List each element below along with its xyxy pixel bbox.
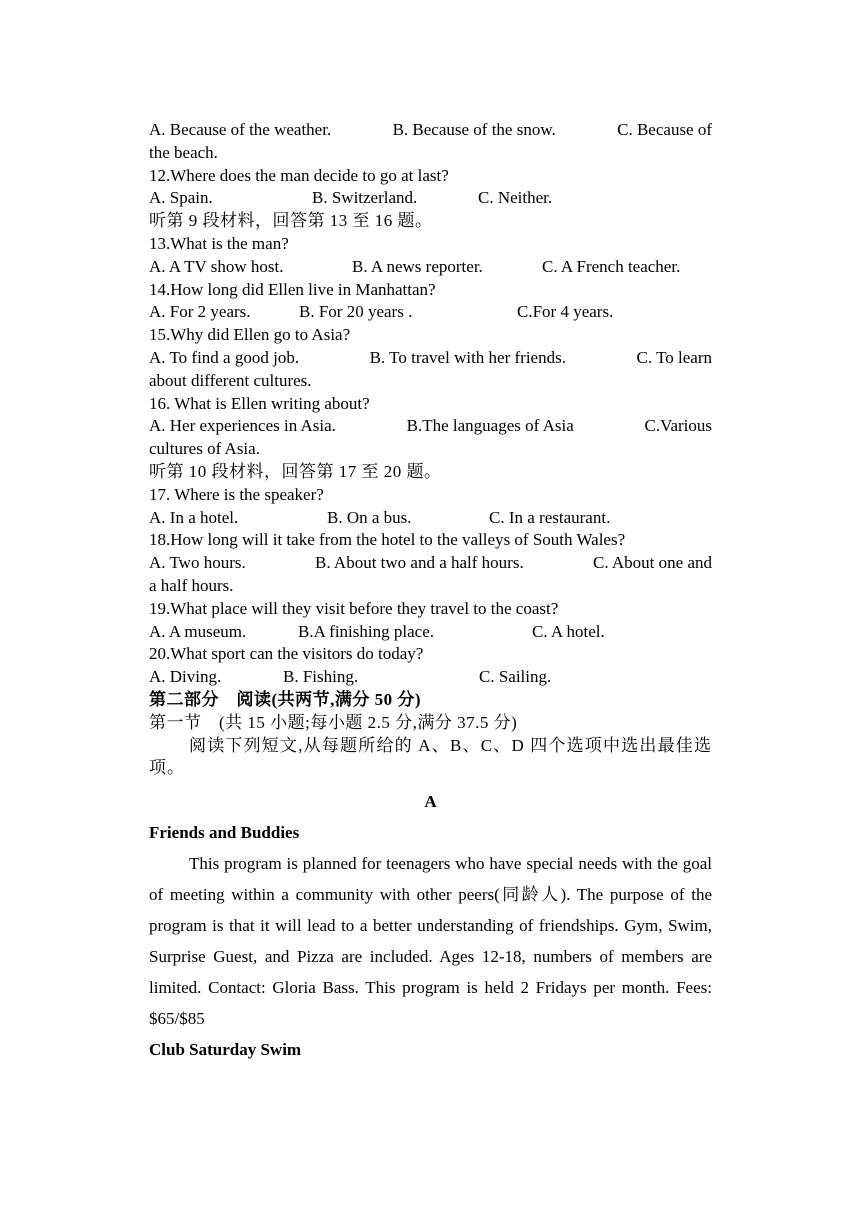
q19-option-a: A. A museum. (149, 621, 247, 641)
q20-option-c: C. Sailing. (479, 667, 552, 687)
q11-option-c-continued: the beach. (149, 142, 218, 162)
q18-option-c-continued: a half hours. (149, 575, 234, 595)
q14-options (149, 301, 712, 324)
section-10-instruction: 听第 10 段材料，回答第 17 至 20 题。 (149, 461, 442, 481)
passage-heading-club-saturday-swim: Club Saturday Swim (149, 1040, 302, 1060)
q16-option-c-continued: cultures of Asia. (149, 439, 260, 459)
reading-instruction: 阅读下列短文,从每题所给的 A、B、C、D 四个选项中选出最佳选项。 (149, 735, 712, 778)
q12-option-a: A. Spain. (149, 188, 213, 208)
q18-option-a: A. Two hours. (149, 553, 246, 573)
q13-question: 13.What is the man? (149, 233, 289, 253)
q19-option-b: B.A finishing place. (298, 621, 434, 641)
q11-option-b: B. Because of the snow. (392, 120, 556, 139)
q20-option-b: B. Fishing. (283, 667, 359, 687)
q16-option-b: B.The languages of Asia (406, 416, 574, 436)
passage-heading-friends-and-buddies: Friends and Buddies (149, 823, 300, 843)
q14-option-c: C.For 4 years. (517, 302, 614, 322)
q11-option-a: A. Because of the weather. (149, 120, 332, 139)
section-9-instruction: 听第 9 段材料，回答第 13 至 16 题。 (149, 211, 433, 231)
q13-option-b: B. A news reporter. (352, 256, 483, 276)
q15-option-b: B. To travel with her friends. (369, 347, 566, 367)
passage-paragraph: This program is planned for teenagers who have special needs with the goal of meeting within a community with other peers(同龄人). The purpose of the program is that it will lead to a better understanding of friendships. Gym, Swim, Surprise Guest, and Pizza are included. Ages 12-18, numbers of members are limited. Contact: Gloria Bass. This program is held 2 Fridays per month. Fees: $65/$85 (149, 854, 712, 1029)
q17-option-c: C. In a restaurant. (489, 507, 611, 527)
q19-options (149, 621, 712, 644)
section-one-title: 第一节 (共 15 小题;每小题 2.5 分,满分 37.5 分) (149, 712, 518, 732)
q14-question: 14.How long did Ellen live in Manhattan? (149, 279, 436, 299)
q20-options (149, 666, 712, 689)
q17-options (149, 507, 712, 530)
q14-option-b: B. For 20 years . (299, 302, 413, 322)
q18-option-b: B. About two and a half hours. (315, 553, 524, 573)
q13-options (149, 256, 712, 279)
q20-option-a: A. Diving. (149, 667, 222, 687)
exam-page (149, 119, 712, 1065)
q17-option-b: B. On a bus. (327, 507, 412, 527)
q18-options (149, 552, 712, 575)
q13-option-a: A. A TV show host. (149, 256, 284, 276)
q16-question: 16. What is Ellen writing about? (149, 393, 370, 413)
q15-question: 15.Why did Ellen go to Asia? (149, 325, 351, 345)
passage-label: A (424, 792, 437, 812)
q15-option-a: A. To find a good job. (149, 347, 300, 367)
q12-options (149, 187, 712, 210)
q17-option-a: A. In a hotel. (149, 507, 239, 527)
q20-question: 20.What sport can the visitors do today? (149, 644, 424, 664)
q13-option-c: C. A French teacher. (542, 256, 681, 276)
part-two-title: 第二部分 阅读(共两节,满分 50 分) (149, 689, 422, 709)
q19-question: 19.What place will they visit before they travel to the coast? (149, 598, 559, 618)
q17-question: 17. Where is the speaker? (149, 484, 324, 504)
q19-option-c: C. A hotel. (532, 621, 605, 641)
q16-option-c: C.Various (644, 416, 713, 436)
q15-option-c-continued: about different cultures. (149, 370, 312, 390)
q18-option-c: C. About one and (593, 553, 712, 573)
q14-option-a: A. For 2 years. (149, 302, 251, 322)
q16-options (149, 415, 712, 438)
q16-option-a: A. Her experiences in Asia. (149, 416, 336, 436)
q12-question: 12.Where does the man decide to go at last? (149, 165, 449, 185)
q11-option-c: C. Because of (617, 120, 713, 139)
q18-question: 18.How long will it take from the hotel to the valleys of South Wales? (149, 530, 626, 550)
q12-option-c: C. Neither. (478, 188, 553, 208)
q15-option-c: C. To learn (636, 347, 712, 367)
q15-options (149, 347, 712, 370)
q11-options (149, 119, 712, 142)
q12-option-b: B. Switzerland. (312, 188, 418, 208)
